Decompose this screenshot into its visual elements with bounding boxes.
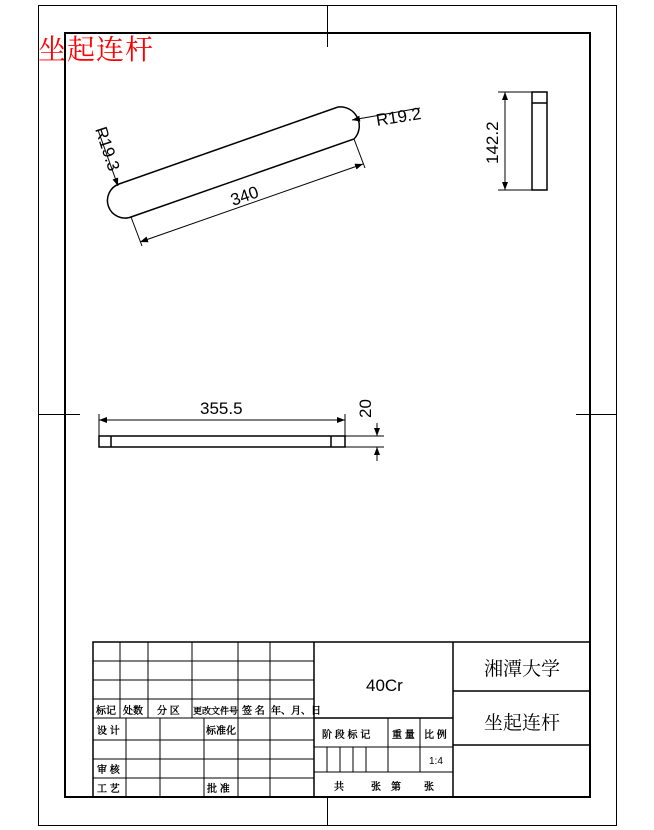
header-count: 处数	[123, 706, 143, 717]
centering-marks	[38, 5, 617, 826]
length-340-label: 340	[228, 182, 262, 210]
sheet-num-label: 第	[391, 782, 401, 793]
stage-mark-label: 阶 段 标 记	[322, 730, 371, 741]
review-label: 审 核	[97, 765, 120, 776]
radius-right-label: R19.2	[374, 104, 423, 130]
length-355-label: 355.5	[200, 399, 243, 418]
header-sign: 签 名	[242, 706, 265, 717]
total-label: 共	[334, 782, 344, 793]
change-table-headers	[95, 704, 321, 717]
sheet-label: 张	[424, 782, 434, 793]
header-doc: 更改文件号	[193, 706, 239, 716]
radius-left-label: R19.3	[91, 124, 124, 174]
thickness-20-label: 20	[356, 399, 375, 418]
scale-header-label: 比 例	[424, 730, 447, 741]
organization-label: 湘潭大学	[484, 659, 561, 680]
process-label: 工 艺	[97, 784, 120, 795]
outer-border	[39, 6, 617, 826]
height-142-label: 142.2	[483, 121, 502, 164]
approve-label: 批 准	[207, 784, 230, 795]
scale-value: 1:4	[429, 756, 443, 767]
weight-label: 重 量	[392, 730, 415, 741]
height-142-dimension	[498, 92, 532, 190]
rod-front-view	[99, 436, 345, 447]
part-name-label: 坐起连杆	[484, 713, 561, 734]
drawing-title: 坐起连杆	[38, 33, 155, 66]
standardize-label: 标准化	[206, 726, 236, 737]
design-label: 设 计	[97, 726, 120, 737]
header-mark: 标记	[96, 706, 116, 717]
header-zone: 分 区	[157, 706, 180, 717]
thickness-20-dimension	[345, 423, 384, 461]
rod-side-view	[532, 92, 547, 190]
sheets-label: 张	[371, 782, 381, 793]
material-label: 40Cr	[366, 676, 403, 695]
header-date: 年、月、日	[271, 706, 321, 717]
